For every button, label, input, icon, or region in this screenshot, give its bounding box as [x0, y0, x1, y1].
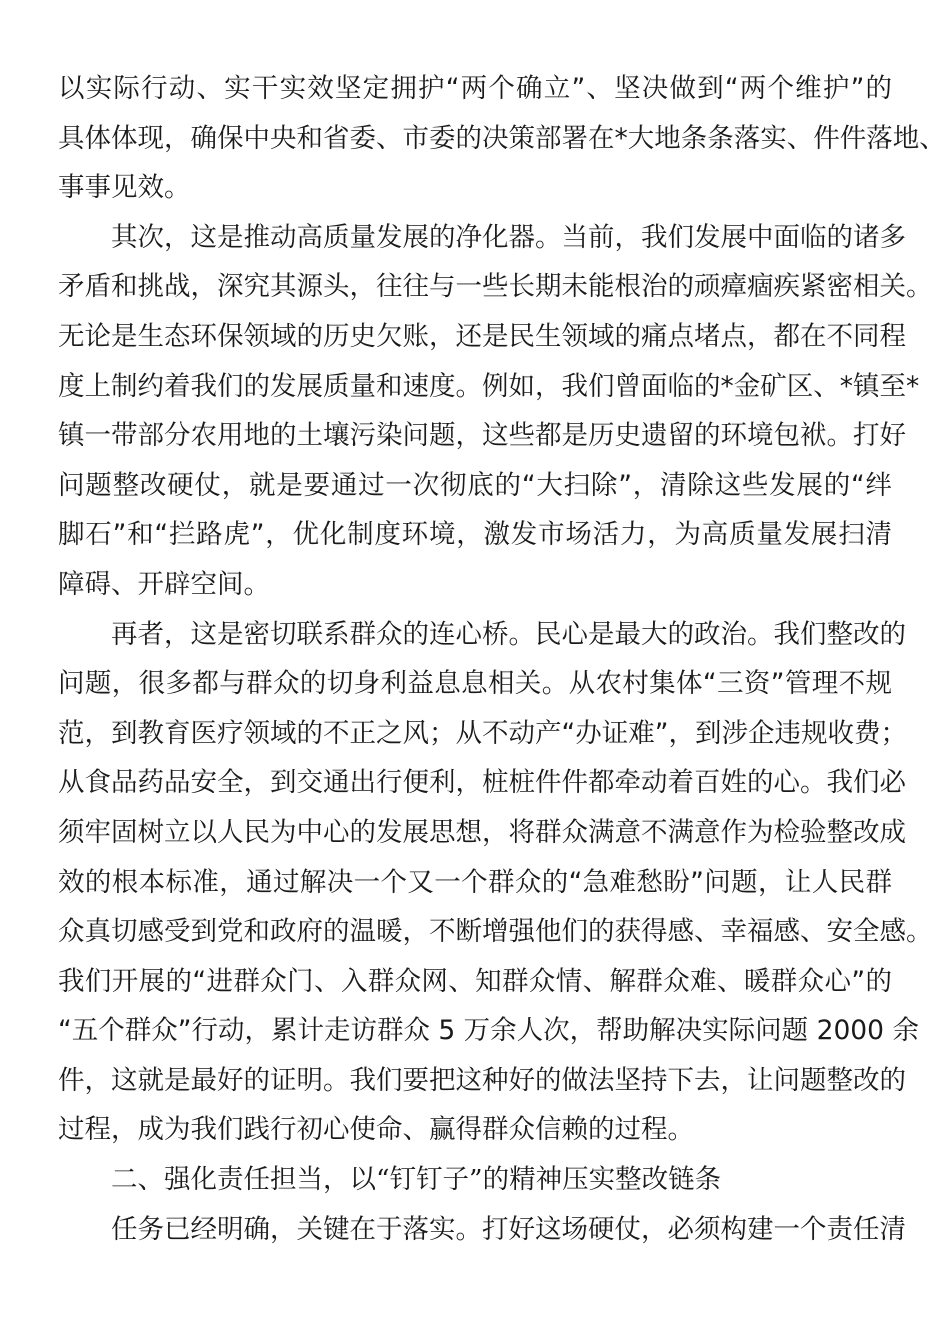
paragraph-line: 度上制约着我们的发展质量和速度。例如，我们曾面临的*金矿区、*镇至* — [58, 370, 920, 402]
section-heading — [58, 1155, 892, 1205]
document-body — [58, 64, 946, 1254]
paragraph-line: 无论是生态环保领域的历史欠账，还是民生领域的痛点堵点，都在不同程 — [58, 320, 906, 352]
paragraph-line: 其次，这是推动高质量发展的净化器。当前，我们发展中面临的诸多 — [111, 221, 906, 253]
paragraph-line: 效的根本标准，通过解决一个又一个群众的“急难愁盼”问题，让人民群 — [58, 866, 892, 898]
paragraph-line: 具体体现，确保中央和省委、市委的决策部署在*大地条条落实、件件落地、 — [58, 122, 946, 154]
paragraph-continuation — [58, 64, 946, 213]
paragraph-line: 问题整改硬仗，就是要通过一次彻底的“大扫除”，清除这些发展的“绊 — [58, 469, 892, 501]
paragraph-line: 脚石”和“拦路虎”，优化制度环境，激发市场活力，为高质量发展扫清 — [58, 519, 892, 551]
paragraph-line: 我们开展的“进群众门、入群众网、知群众情、解群众难、暖群众心”的 — [58, 965, 892, 997]
paragraph-line: 范，到教育医疗领域的不正之风；从不动产“办证难”，到涉企违规收费； — [58, 717, 907, 749]
paragraph-line: 再者，这是密切联系群众的连心桥。民心是最大的政治。我们整改的 — [111, 618, 906, 650]
paragraph-line: 从食品药品安全，到交通出行便利，桩桩件件都牵动着百姓的心。我们必 — [58, 767, 906, 799]
paragraph-line: 障碍、开辟空间。 — [58, 568, 270, 600]
paragraph-line: 以实际行动、实干实效坚定拥护“两个确立”、坚决做到“两个维护”的 — [58, 73, 892, 104]
paragraph-line: 事事见效。 — [58, 172, 191, 204]
paragraph-line: “五个群众”行动，累计走访群众 5 万余人次，帮助解决实际问题 2000 余 — [58, 1015, 919, 1047]
paragraph-line: 众真切感受到党和政府的温暖，不断增强他们的获得感、幸福感、安全感。 — [58, 916, 933, 948]
paragraph-line: 矛盾和挑战，深究其源头，往往与一些长期未能根治的顽瘴痼疾紧密相关。 — [58, 271, 933, 303]
paragraph-line: 须牢固树立以人民为中心的发展思想，将群众满意不满意作为检验整改成 — [58, 816, 906, 848]
section-heading-text: 二、强化责任担当，以“钉钉子”的精神压实整改链条 — [111, 1164, 722, 1196]
paragraph-line: 问题，很多都与群众的切身利益息息相关。从农村集体“三资”管理不规 — [58, 668, 892, 700]
paragraph-line: 过程，成为我们践行初心使命、赢得群众信赖的过程。 — [58, 1114, 694, 1146]
paragraph-line: 任务已经明确，关键在于落实。打好这场硬仗，必须构建一个责任清 — [111, 1213, 906, 1245]
paragraph-furthermore — [58, 610, 933, 1156]
paragraph-tasks — [58, 1205, 906, 1255]
paragraph-secondly — [58, 213, 933, 610]
paragraph-line: 件，这就是最好的证明。我们要把这种好的做法坚持下去，让问题整改的 — [58, 1064, 906, 1096]
paragraph-line: 镇一带部分农用地的土壤污染问题，这些都是历史遗留的环境包袱。打好 — [58, 420, 906, 452]
